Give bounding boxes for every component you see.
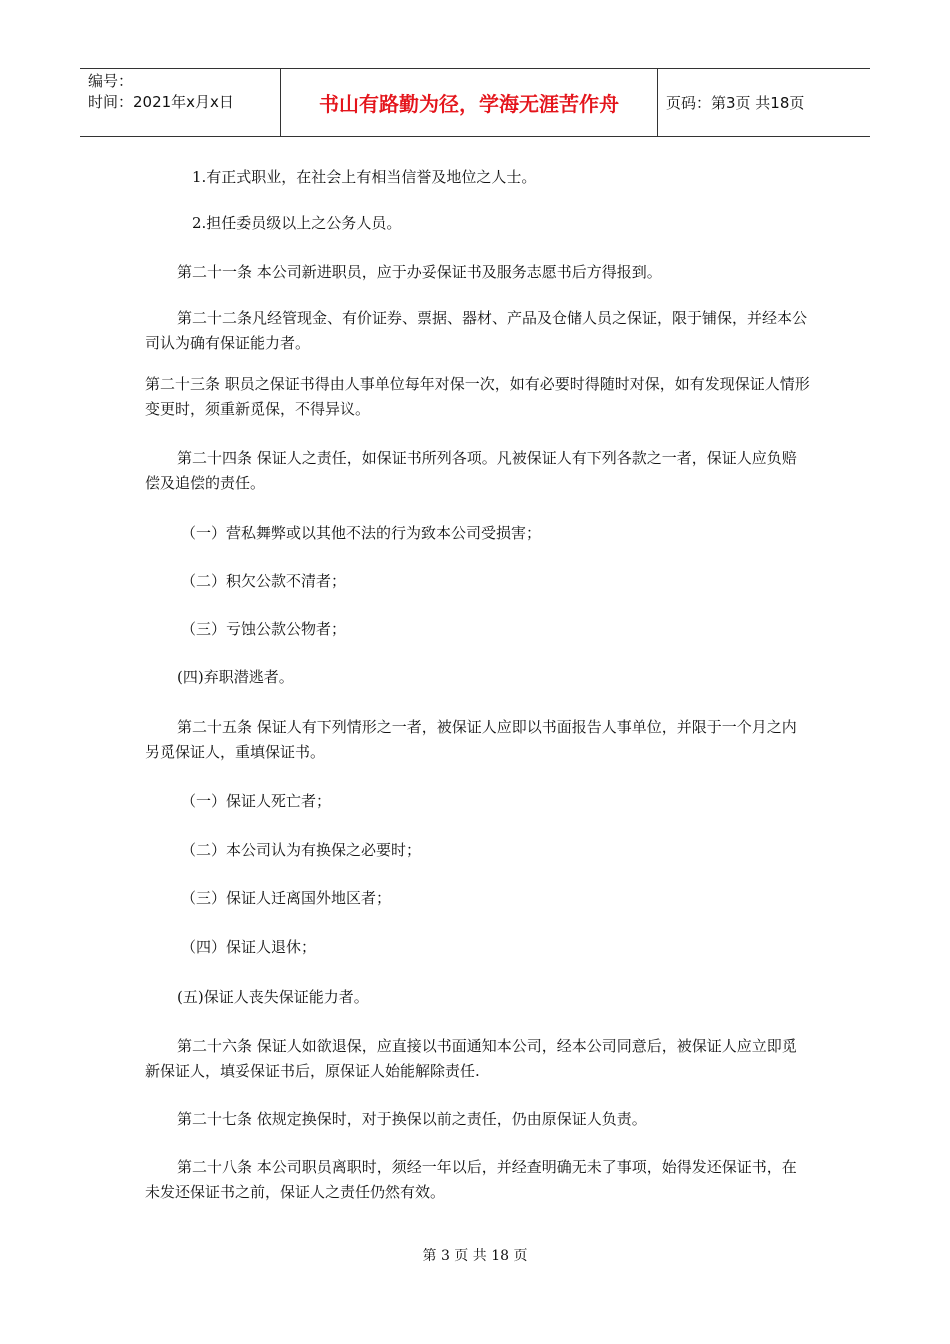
page-footer: 第 3 页 共 18 页 (422, 1248, 528, 1264)
article-28: 第二十八条 本公司职员离职时，须经一年以后，并经查明确无未了事项，始得发还保证书，在未发还保证书之前，保证人之责任仍然有效。 (145, 1158, 797, 1201)
paragraph-item-2: 2.担任委员级以上之公务人员。 (192, 214, 402, 232)
time-label: 时间：2021年x月x日 (88, 93, 234, 111)
header-meta (80, 69, 280, 136)
article-24-item-4: (四)弃职潜逃者。 (177, 668, 294, 686)
document-header (80, 68, 870, 137)
article-22: 第二十二条凡经管现金、有价证券、票据、器材、产品及仓储人员之保证，限于铺保，并经本公司认为确有保证能力者。 (145, 309, 808, 352)
article-27: 第二十七条 依规定换保时，对于换保以前之责任，仍由原保证人负责。 (177, 1110, 647, 1128)
header-motto: 书山有路勤为径，学海无涯苦作舟 (280, 69, 658, 136)
article-25-item-2: （二）本公司认为有换保之必要时； (181, 841, 422, 859)
article-21: 第二十一条 本公司新进职员，应于办妥保证书及服务志愿书后方得报到。 (177, 263, 662, 281)
article-24: 第二十四条 保证人之责任，如保证书所列各项。凡被保证人有下列各款之一者，保证人应负赔偿及追偿的责任。 (145, 449, 797, 492)
article-24-item-1: （一）营私舞弊或以其他不法的行为致本公司受损害； (181, 524, 542, 542)
article-25-item-5: (五)保证人丧失保证能力者。 (177, 988, 369, 1006)
paragraph-item-1: 1.有正式职业，在社会上有相当信誉及地位之人士。 (192, 168, 537, 186)
article-23: 第二十三条 职员之保证书得由人事单位每年对保一次，如有必要时得随时对保，如有发现保证人情形变更时，须重新觅保，不得异议。 (145, 375, 810, 418)
header-page-label: 页码：第3页 共18页 (666, 94, 805, 112)
article-24-item-2: （二）积欠公款不清者； (181, 572, 347, 590)
article-25: 第二十五条 保证人有下列情形之一者，被保证人应即以书面报告人事单位，并限于一个月之内另觅保证人，重填保证书。 (145, 718, 797, 761)
article-25-item-1: （一）保证人死亡者； (181, 792, 332, 810)
article-24-item-3: （三）亏蚀公款公物者； (181, 620, 347, 638)
article-25-item-4: （四）保证人退休； (181, 938, 317, 956)
article-26: 第二十六条 保证人如欲退保，应直接以书面通知本公司，经本公司同意后，被保证人应立即觅新保证人，填妥保证书后，原保证人始能解除责任. (145, 1037, 797, 1080)
number-label: 编号： (88, 72, 134, 90)
article-25-item-3: （三）保证人迁离国外地区者； (181, 889, 392, 907)
